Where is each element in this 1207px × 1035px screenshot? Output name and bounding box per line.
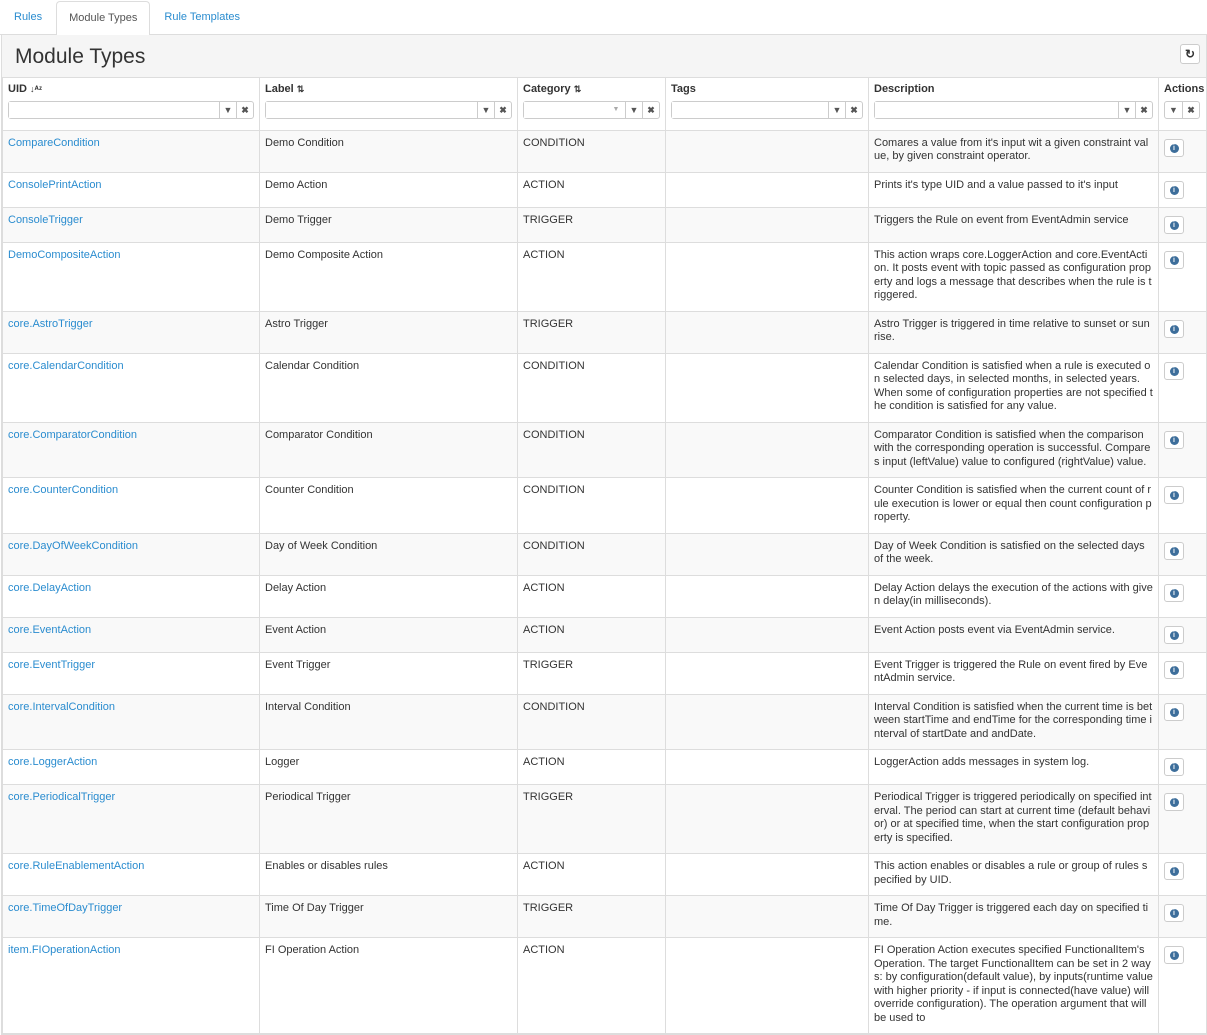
- uid-link[interactable]: item.FIOperationAction: [8, 944, 121, 956]
- uid-link[interactable]: core.EventTrigger: [8, 658, 96, 671]
- info-icon: i: [1170, 221, 1179, 230]
- uid-cell: [3, 896, 260, 938]
- tab-bar: [0, 0, 1207, 35]
- info-button[interactable]: [1164, 362, 1184, 380]
- uid-cell: [3, 694, 260, 750]
- info-button[interactable]: [1164, 216, 1184, 234]
- label-cell: FI Operation Action: [260, 938, 518, 1034]
- description-cell: Comares a value from it's input wit a given constraint value, by given constraint operator.: [869, 130, 1159, 172]
- description-cell: Counter Condition is satisfied when the current count of rule execution is lower or equal then count configuration property.: [869, 478, 1159, 534]
- tags-filter-input[interactable]: [672, 102, 828, 118]
- table-row: [3, 575, 1207, 617]
- tags-filter: [671, 101, 863, 119]
- info-icon: i: [1170, 798, 1179, 807]
- uid-cell: [3, 533, 260, 575]
- uid-link[interactable]: core.IntervalCondition: [8, 700, 116, 713]
- info-button[interactable]: [1164, 181, 1184, 199]
- module-types-panel: [1, 35, 1207, 1035]
- actions-cell: [1159, 533, 1207, 575]
- table-row: [3, 242, 1207, 311]
- info-button[interactable]: [1164, 946, 1184, 964]
- column-header-label[interactable]: [260, 78, 518, 130]
- info-icon: i: [1170, 491, 1179, 500]
- category-cell: TRIGGER: [518, 896, 666, 938]
- info-button[interactable]: [1164, 862, 1184, 880]
- filter-icon[interactable]: ▼: [1118, 102, 1135, 118]
- tags-cell: [666, 533, 869, 575]
- column-label: UID: [8, 83, 27, 95]
- table-row: [3, 694, 1207, 750]
- actions-cell: [1159, 617, 1207, 652]
- clear-icon[interactable]: ✖: [642, 102, 659, 118]
- info-icon: i: [1170, 325, 1179, 334]
- info-icon: i: [1170, 666, 1179, 675]
- info-button[interactable]: [1164, 486, 1184, 504]
- category-cell: ACTION: [518, 617, 666, 652]
- description-cell: This action wraps core.LoggerAction and core.EventAction. It posts event with topic passed as configuration property and logs a message that describes when the rule is triggered.: [869, 242, 1159, 311]
- description-cell: Time Of Day Trigger is triggered each day on specified time.: [869, 896, 1159, 938]
- module-types-table: [2, 78, 1207, 1034]
- label-cell: Logger: [260, 750, 518, 785]
- tab-module-types[interactable]: Module Types: [56, 1, 150, 37]
- description-cell: Day of Week Condition is satisfied on the selected days of the week.: [869, 533, 1159, 575]
- category-cell: CONDITION: [518, 353, 666, 422]
- description-cell: Comparator Condition is satisfied when the comparison with the corresponding operation is successful. Compares input (leftValue) value to configured (rightValue) value.: [869, 422, 1159, 478]
- uid-link[interactable]: core.PeriodicalTrigger: [8, 791, 116, 803]
- table-row: [3, 533, 1207, 575]
- label-cell: Calendar Condition: [260, 353, 518, 422]
- table-row: [3, 130, 1207, 172]
- description-cell: Triggers the Rule on event from EventAdmin service: [869, 207, 1159, 242]
- table-row: [3, 207, 1207, 242]
- description-cell: Interval Condition is satisfied when the current time is between startTime and endTime for the corresponding time interval of startDate and andDate.: [869, 694, 1159, 750]
- tags-cell: [666, 575, 869, 617]
- uid-link[interactable]: ConsoleTrigger: [8, 213, 83, 226]
- description-cell: Event Trigger is triggered the Rule on event fired by EventAdmin service.: [869, 652, 1159, 694]
- uid-link[interactable]: core.DelayAction: [8, 581, 92, 594]
- uid-cell: [3, 750, 260, 785]
- column-header-tags: [666, 78, 869, 130]
- uid-link[interactable]: CompareCondition: [8, 136, 100, 149]
- label-filter: [265, 101, 512, 119]
- uid-link[interactable]: core.RuleEnablementAction: [8, 860, 145, 872]
- category-cell: ACTION: [518, 242, 666, 311]
- uid-cell: [3, 207, 260, 242]
- table-row: [3, 617, 1207, 652]
- info-icon: i: [1170, 631, 1179, 640]
- uid-cell: [3, 353, 260, 422]
- tab-rule-templates[interactable]: Rule Templates: [164, 11, 241, 23]
- label-cell: Event Trigger: [260, 652, 518, 694]
- category-cell: ACTION: [518, 575, 666, 617]
- description-cell: Event Action posts event via EventAdmin service.: [869, 617, 1159, 652]
- category-cell: TRIGGER: [518, 207, 666, 242]
- uid-cell: [3, 478, 260, 534]
- tags-cell: [666, 785, 869, 854]
- uid-cell: [3, 617, 260, 652]
- label-cell: Periodical Trigger: [260, 785, 518, 854]
- actions-cell: [1159, 242, 1207, 311]
- category-cell: CONDITION: [518, 533, 666, 575]
- tags-cell: [666, 242, 869, 311]
- tags-cell: [666, 207, 869, 242]
- tags-cell: [666, 938, 869, 1034]
- label-cell: Delay Action: [260, 575, 518, 617]
- clear-icon[interactable]: ✖: [845, 102, 862, 118]
- label-cell: Demo Trigger: [260, 207, 518, 242]
- tags-cell: [666, 478, 869, 534]
- description-cell: Periodical Trigger is triggered periodically on specified interval. The period can start at current time (default behavior) or at specified time, when the start configuration property is specified.: [869, 785, 1159, 854]
- column-header-category[interactable]: [518, 78, 666, 130]
- refresh-button[interactable]: [1180, 44, 1200, 64]
- description-cell: Calendar Condition is satisfied when a rule is executed on selected days, in selected months, in selected years. When some of configuration properties are not specified the condition is satisfied for any value.: [869, 353, 1159, 422]
- category-cell: ACTION: [518, 854, 666, 896]
- label-cell: Day of Week Condition: [260, 533, 518, 575]
- column-header-actions: [1159, 78, 1207, 130]
- tags-cell: [666, 172, 869, 207]
- actions-cell: [1159, 575, 1207, 617]
- actions-cell: [1159, 694, 1207, 750]
- label-cell: Time Of Day Trigger: [260, 896, 518, 938]
- filter-icon[interactable]: ▼: [219, 102, 236, 118]
- uid-link[interactable]: core.CounterCondition: [8, 484, 119, 496]
- column-label: Actions: [1164, 83, 1205, 95]
- table-row: [3, 854, 1207, 896]
- info-button[interactable]: [1164, 584, 1184, 602]
- actions-cell: [1159, 938, 1207, 1034]
- info-icon: i: [1170, 589, 1179, 598]
- info-icon: i: [1170, 867, 1179, 876]
- info-button[interactable]: [1164, 251, 1184, 269]
- info-icon: i: [1170, 367, 1179, 376]
- filter-icon[interactable]: ▼: [477, 102, 494, 118]
- uid-cell: [3, 938, 260, 1034]
- uid-link[interactable]: DemoCompositeAction: [8, 248, 121, 261]
- tags-cell: [666, 130, 869, 172]
- category-cell: CONDITION: [518, 694, 666, 750]
- tags-cell: [666, 896, 869, 938]
- clear-icon[interactable]: ✖: [1135, 102, 1152, 118]
- category-cell: CONDITION: [518, 130, 666, 172]
- table-row: [3, 896, 1207, 938]
- actions-cell: [1159, 311, 1207, 353]
- uid-cell: [3, 854, 260, 896]
- actions-cell: [1159, 130, 1207, 172]
- info-icon: i: [1170, 909, 1179, 918]
- actions-cell: [1159, 172, 1207, 207]
- column-label: Label: [265, 83, 294, 95]
- info-button[interactable]: [1164, 904, 1184, 922]
- uid-cell: [3, 652, 260, 694]
- tab-rules[interactable]: Rules: [14, 11, 43, 23]
- tags-cell: [666, 750, 869, 785]
- table-row: [3, 172, 1207, 207]
- tags-cell: [666, 422, 869, 478]
- tags-cell: [666, 353, 869, 422]
- refresh-icon: ↻: [1184, 47, 1196, 61]
- category-cell: TRIGGER: [518, 652, 666, 694]
- table-row: [3, 750, 1207, 785]
- info-button[interactable]: [1164, 703, 1184, 721]
- uid-link[interactable]: ConsolePrintAction: [8, 178, 102, 191]
- uid-link[interactable]: core.AstroTrigger: [8, 317, 93, 330]
- actions-cell: [1159, 896, 1207, 938]
- tags-cell: [666, 652, 869, 694]
- column-label: Tags: [671, 83, 696, 95]
- actions-cell: [1159, 207, 1207, 242]
- clear-icon[interactable]: ✖: [1182, 102, 1199, 118]
- table-row: [3, 311, 1207, 353]
- sort-icon[interactable]: ↓ᴬᶻ: [30, 84, 43, 94]
- filter-icon[interactable]: ▼: [1169, 105, 1178, 115]
- info-icon: i: [1170, 708, 1179, 717]
- column-label: Description: [874, 83, 935, 95]
- label-cell: Interval Condition: [260, 694, 518, 750]
- category-filter-input[interactable]: [524, 102, 607, 118]
- table-row: [3, 785, 1207, 854]
- label-cell: Event Action: [260, 617, 518, 652]
- actions-filter: [1164, 101, 1200, 119]
- info-icon: i: [1170, 951, 1179, 960]
- label-filter-input[interactable]: [266, 102, 477, 118]
- info-button[interactable]: [1164, 661, 1184, 679]
- table-row: [3, 652, 1207, 694]
- category-cell: CONDITION: [518, 478, 666, 534]
- clear-icon[interactable]: ✖: [236, 102, 253, 118]
- actions-cell: [1159, 422, 1207, 478]
- table-row: [3, 938, 1207, 1034]
- uid-cell: [3, 785, 260, 854]
- panel-header: [2, 35, 1206, 78]
- tags-cell: [666, 854, 869, 896]
- label-cell: Astro Trigger: [260, 311, 518, 353]
- uid-link[interactable]: core.EventAction: [8, 623, 92, 636]
- table-row: [3, 478, 1207, 534]
- uid-link[interactable]: core.CalendarCondition: [8, 359, 124, 372]
- page-title: Module Types: [15, 45, 146, 68]
- info-button[interactable]: [1164, 320, 1184, 338]
- actions-cell: [1159, 652, 1207, 694]
- filter-icon[interactable]: ▼: [828, 102, 845, 118]
- actions-cell: [1159, 478, 1207, 534]
- column-header-uid[interactable]: [3, 78, 260, 130]
- info-icon: i: [1170, 436, 1179, 445]
- info-button[interactable]: [1164, 542, 1184, 560]
- chevron-down-icon[interactable]: ▼: [612, 106, 620, 113]
- description-cell: LoggerAction adds messages in system log.: [869, 750, 1159, 785]
- uid-cell: [3, 242, 260, 311]
- uid-link[interactable]: core.LoggerAction: [8, 756, 98, 768]
- uid-link[interactable]: core.ComparatorCondition: [8, 428, 138, 441]
- description-cell: Prints it's type UID and a value passed to it's input: [869, 172, 1159, 207]
- info-icon: i: [1170, 144, 1179, 153]
- info-icon: i: [1170, 256, 1179, 265]
- tags-cell: [666, 311, 869, 353]
- category-cell: ACTION: [518, 172, 666, 207]
- table-row: [3, 353, 1207, 422]
- uid-cell: [3, 311, 260, 353]
- category-cell: ACTION: [518, 938, 666, 1034]
- uid-cell: [3, 172, 260, 207]
- actions-cell: [1159, 353, 1207, 422]
- category-cell: TRIGGER: [518, 311, 666, 353]
- column-header-description: [869, 78, 1159, 130]
- info-button[interactable]: [1164, 626, 1184, 644]
- description-cell: This action enables or disables a rule or group of rules specified by UID.: [869, 854, 1159, 896]
- label-cell: Comparator Condition: [260, 422, 518, 478]
- description-filter-input[interactable]: [875, 102, 1118, 118]
- label-cell: Counter Condition: [260, 478, 518, 534]
- uid-cell: [3, 130, 260, 172]
- description-filter: [874, 101, 1153, 119]
- tags-cell: [666, 617, 869, 652]
- label-cell: Demo Action: [260, 172, 518, 207]
- description-cell: Delay Action delays the execution of the actions with given delay(in milliseconds).: [869, 575, 1159, 617]
- actions-cell: [1159, 785, 1207, 854]
- column-label: Category: [523, 83, 571, 95]
- info-icon: i: [1170, 186, 1179, 195]
- category-cell: ACTION: [518, 750, 666, 785]
- uid-cell: [3, 422, 260, 478]
- description-cell: Astro Trigger is triggered in time relative to sunset or sunrise.: [869, 311, 1159, 353]
- actions-cell: [1159, 854, 1207, 896]
- uid-link[interactable]: core.DayOfWeekCondition: [8, 539, 139, 552]
- info-icon: i: [1170, 547, 1179, 556]
- clear-icon[interactable]: ✖: [494, 102, 511, 118]
- uid-cell: [3, 575, 260, 617]
- info-button[interactable]: [1164, 758, 1184, 776]
- category-cell: CONDITION: [518, 422, 666, 478]
- filter-icon[interactable]: ▼: [625, 102, 642, 118]
- uid-filter-input[interactable]: [9, 102, 219, 118]
- info-icon: i: [1170, 763, 1179, 772]
- sort-icon[interactable]: ⇅: [296, 84, 305, 94]
- description-cell: FI Operation Action executes specified FunctionalItem's Operation. The target FunctionalItem can be set in 2 ways: by configuration(default value), by inputs(runtime value with higher priority - if input is connected(have value) will override configuration). The operation argument that will be used to: [869, 938, 1159, 1034]
- uid-link[interactable]: core.TimeOfDayTrigger: [8, 902, 123, 914]
- tags-cell: [666, 694, 869, 750]
- info-button[interactable]: [1164, 793, 1184, 811]
- label-cell: Enables or disables rules: [260, 854, 518, 896]
- label-cell: Demo Condition: [260, 130, 518, 172]
- info-button[interactable]: [1164, 431, 1184, 449]
- table-row: [3, 422, 1207, 478]
- sort-icon[interactable]: ⇅: [573, 84, 582, 94]
- category-cell: TRIGGER: [518, 785, 666, 854]
- actions-cell: [1159, 750, 1207, 785]
- info-button[interactable]: [1164, 139, 1184, 157]
- category-filter: [523, 101, 660, 119]
- label-cell: Demo Composite Action: [260, 242, 518, 311]
- uid-filter: [8, 101, 254, 119]
